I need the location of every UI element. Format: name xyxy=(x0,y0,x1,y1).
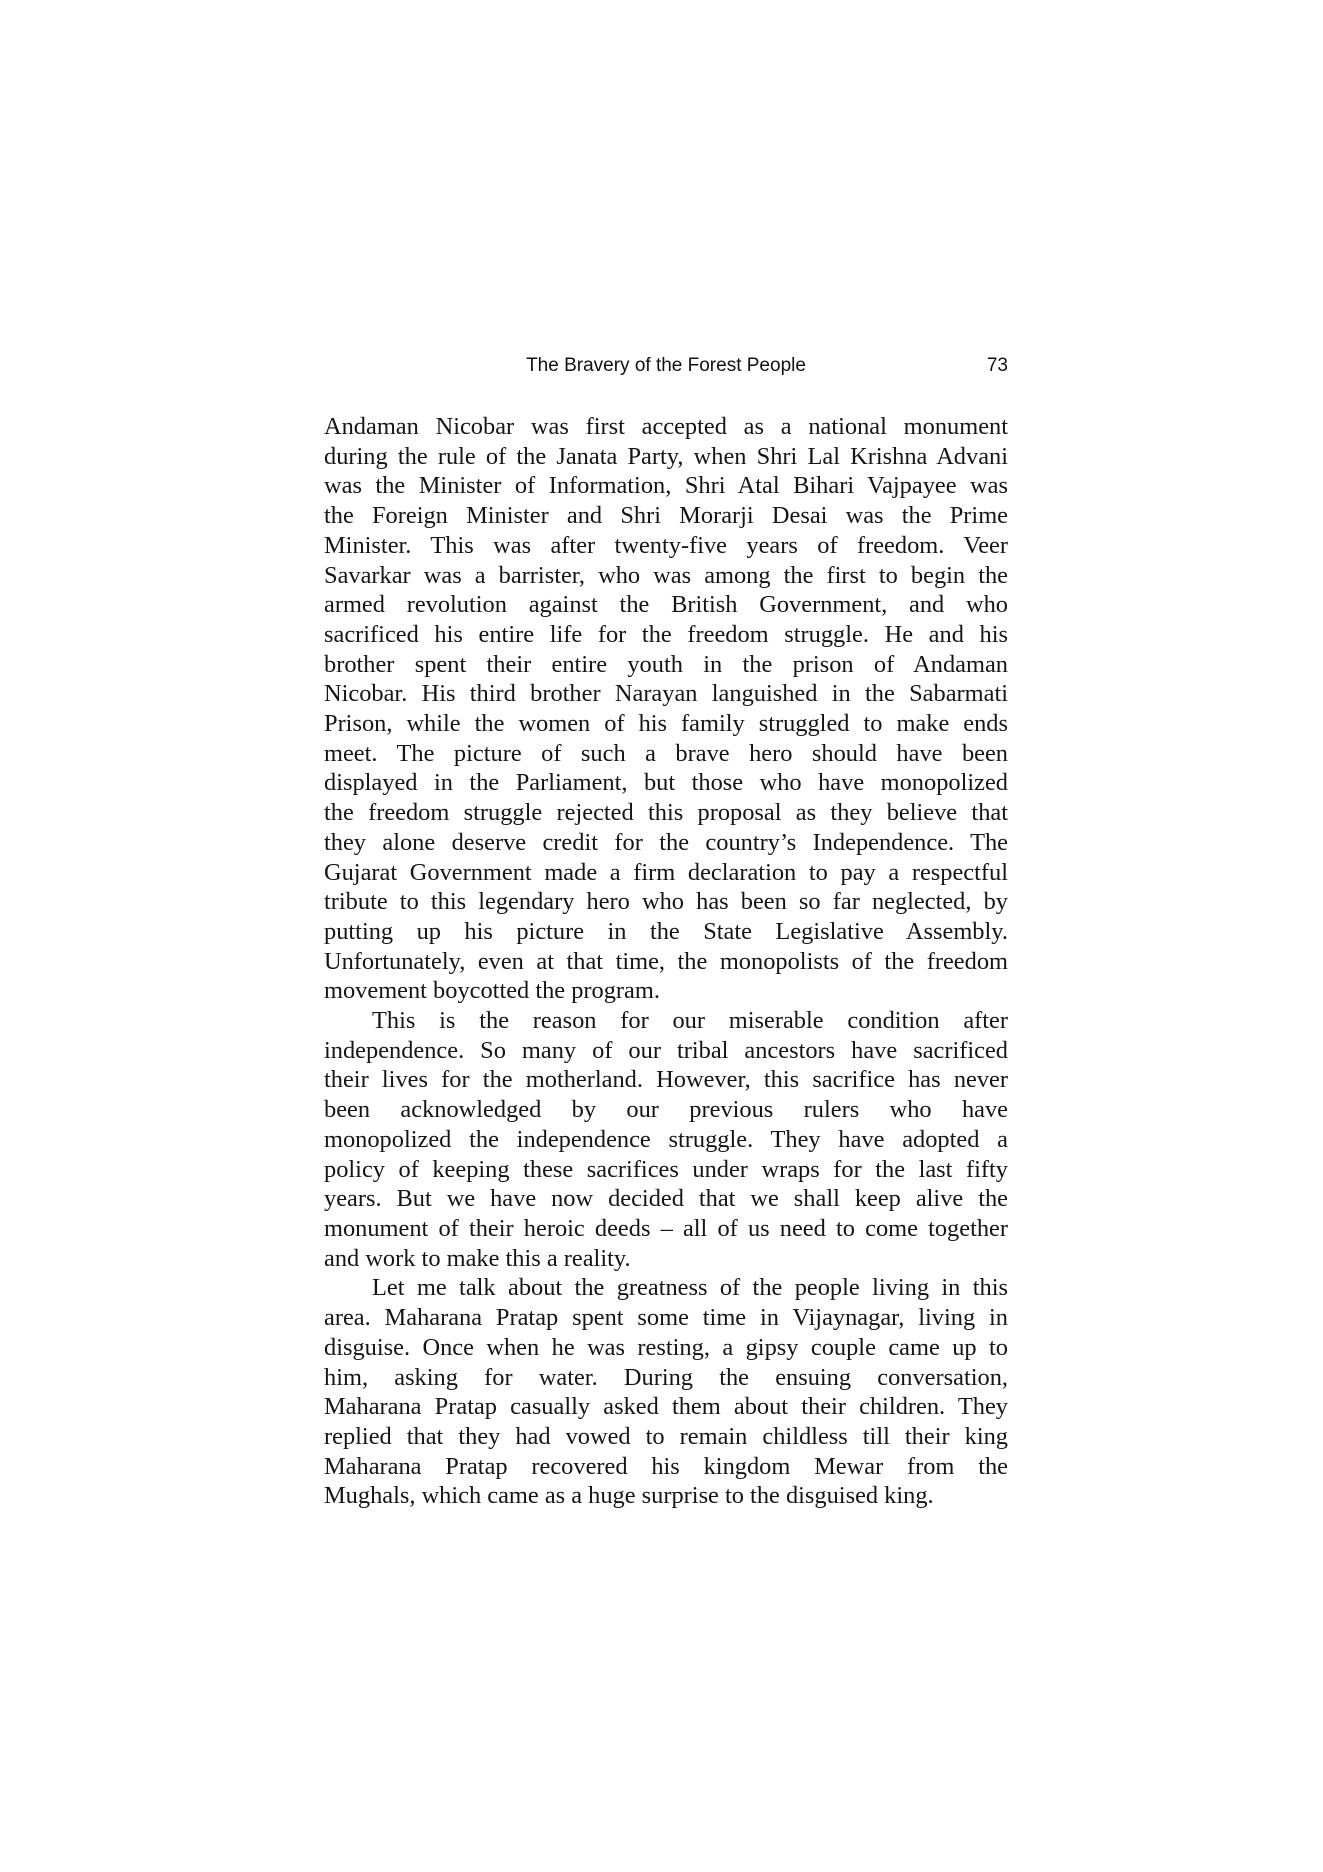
text-line: the freedom struggle rejected this proposal as they believe that xyxy=(324,799,1008,827)
text-line: him, asking for water. During the ensuing conversation, xyxy=(324,1363,1008,1391)
text-line: their lives for the motherland. However, this sacrifice has never xyxy=(324,1066,1008,1094)
text-line: armed revolution against the British Government, and who xyxy=(324,591,1008,619)
text-line: Minister. This was after twenty-five years of freedom. Veer xyxy=(324,531,1008,559)
text-line: years. But we have now decided that we shall keep alive the xyxy=(324,1185,1008,1213)
text-line: Nicobar. His third brother Narayan languished in the Sabarmati xyxy=(324,680,1008,708)
text-line: they alone deserve credit for the country’s Independence. The xyxy=(324,828,1008,856)
text-line: monument of their heroic deeds – all of us need to come together xyxy=(324,1214,1008,1242)
text-line: meet. The picture of such a brave hero should have been xyxy=(324,739,1008,767)
text-line: been acknowledged by our previous rulers who have xyxy=(324,1096,1008,1124)
text-line: policy of keeping these sacrifices under wraps for the last fifty xyxy=(324,1155,1008,1183)
paragraph xyxy=(324,1006,1008,1273)
text-line: Unfortunately, even at that time, the monopolists of the freedom xyxy=(324,947,1008,975)
page-number: 73 xyxy=(986,355,1008,376)
text-line: Let me talk about the greatness of the people living in this xyxy=(372,1274,1008,1302)
text-line: brother spent their entire youth in the prison of Andaman xyxy=(324,650,1008,678)
text-line: Maharana Pratap casually asked them about their children. They xyxy=(324,1393,1008,1421)
text-line: tribute to this legendary hero who has been so far neglected, by xyxy=(324,888,1008,916)
paragraph xyxy=(324,1273,1008,1511)
text-line: was the Minister of Information, Shri Atal Bihari Vajpayee was xyxy=(324,472,1008,500)
text-line: the Foreign Minister and Shri Morarji Desai was the Prime xyxy=(324,502,1008,530)
text-line: sacrificed his entire life for the freedom struggle. He and his xyxy=(324,620,1008,648)
text-line: monopolized the independence struggle. They have adopted a xyxy=(324,1125,1008,1153)
body-text xyxy=(324,412,1008,1511)
text-line: This is the reason for our miserable condition after xyxy=(372,1007,1008,1035)
text-line: area. Maharana Pratap spent some time in Vijaynagar, living in xyxy=(324,1304,1008,1332)
running-title: The Bravery of the Forest People xyxy=(526,355,806,376)
text-line: Savarkar was a barrister, who was among the first to begin the xyxy=(324,561,1008,589)
text-line: Prison, while the women of his family struggled to make ends xyxy=(324,710,1008,738)
text-line: disguise. Once when he was resting, a gipsy couple came up to xyxy=(324,1333,1008,1361)
paragraph xyxy=(324,412,1008,1006)
text-line: movement boycotted the program. xyxy=(324,977,660,1005)
text-line: Andaman Nicobar was first accepted as a national monument xyxy=(324,413,1008,440)
text-line: independence. So many of our tribal ancestors have sacrificed xyxy=(324,1036,1008,1064)
text-line: Maharana Pratap recovered his kingdom Mewar from the xyxy=(324,1452,1008,1480)
running-head xyxy=(324,355,1008,385)
text-line: replied that they had vowed to remain childless till their king xyxy=(324,1422,1008,1450)
text-line: Mughals, which came as a huge surprise to the disguised king. xyxy=(324,1482,934,1510)
text-line: putting up his picture in the State Legislative Assembly. xyxy=(324,917,1008,945)
text-line: displayed in the Parliament, but those who have monopolized xyxy=(324,769,1008,797)
text-line: during the rule of the Janata Party, when Shri Lal Krishna Advani xyxy=(324,442,1008,470)
text-line: Gujarat Government made a firm declaration to pay a respectful xyxy=(324,858,1008,886)
text-line: and work to make this a reality. xyxy=(324,1244,631,1272)
